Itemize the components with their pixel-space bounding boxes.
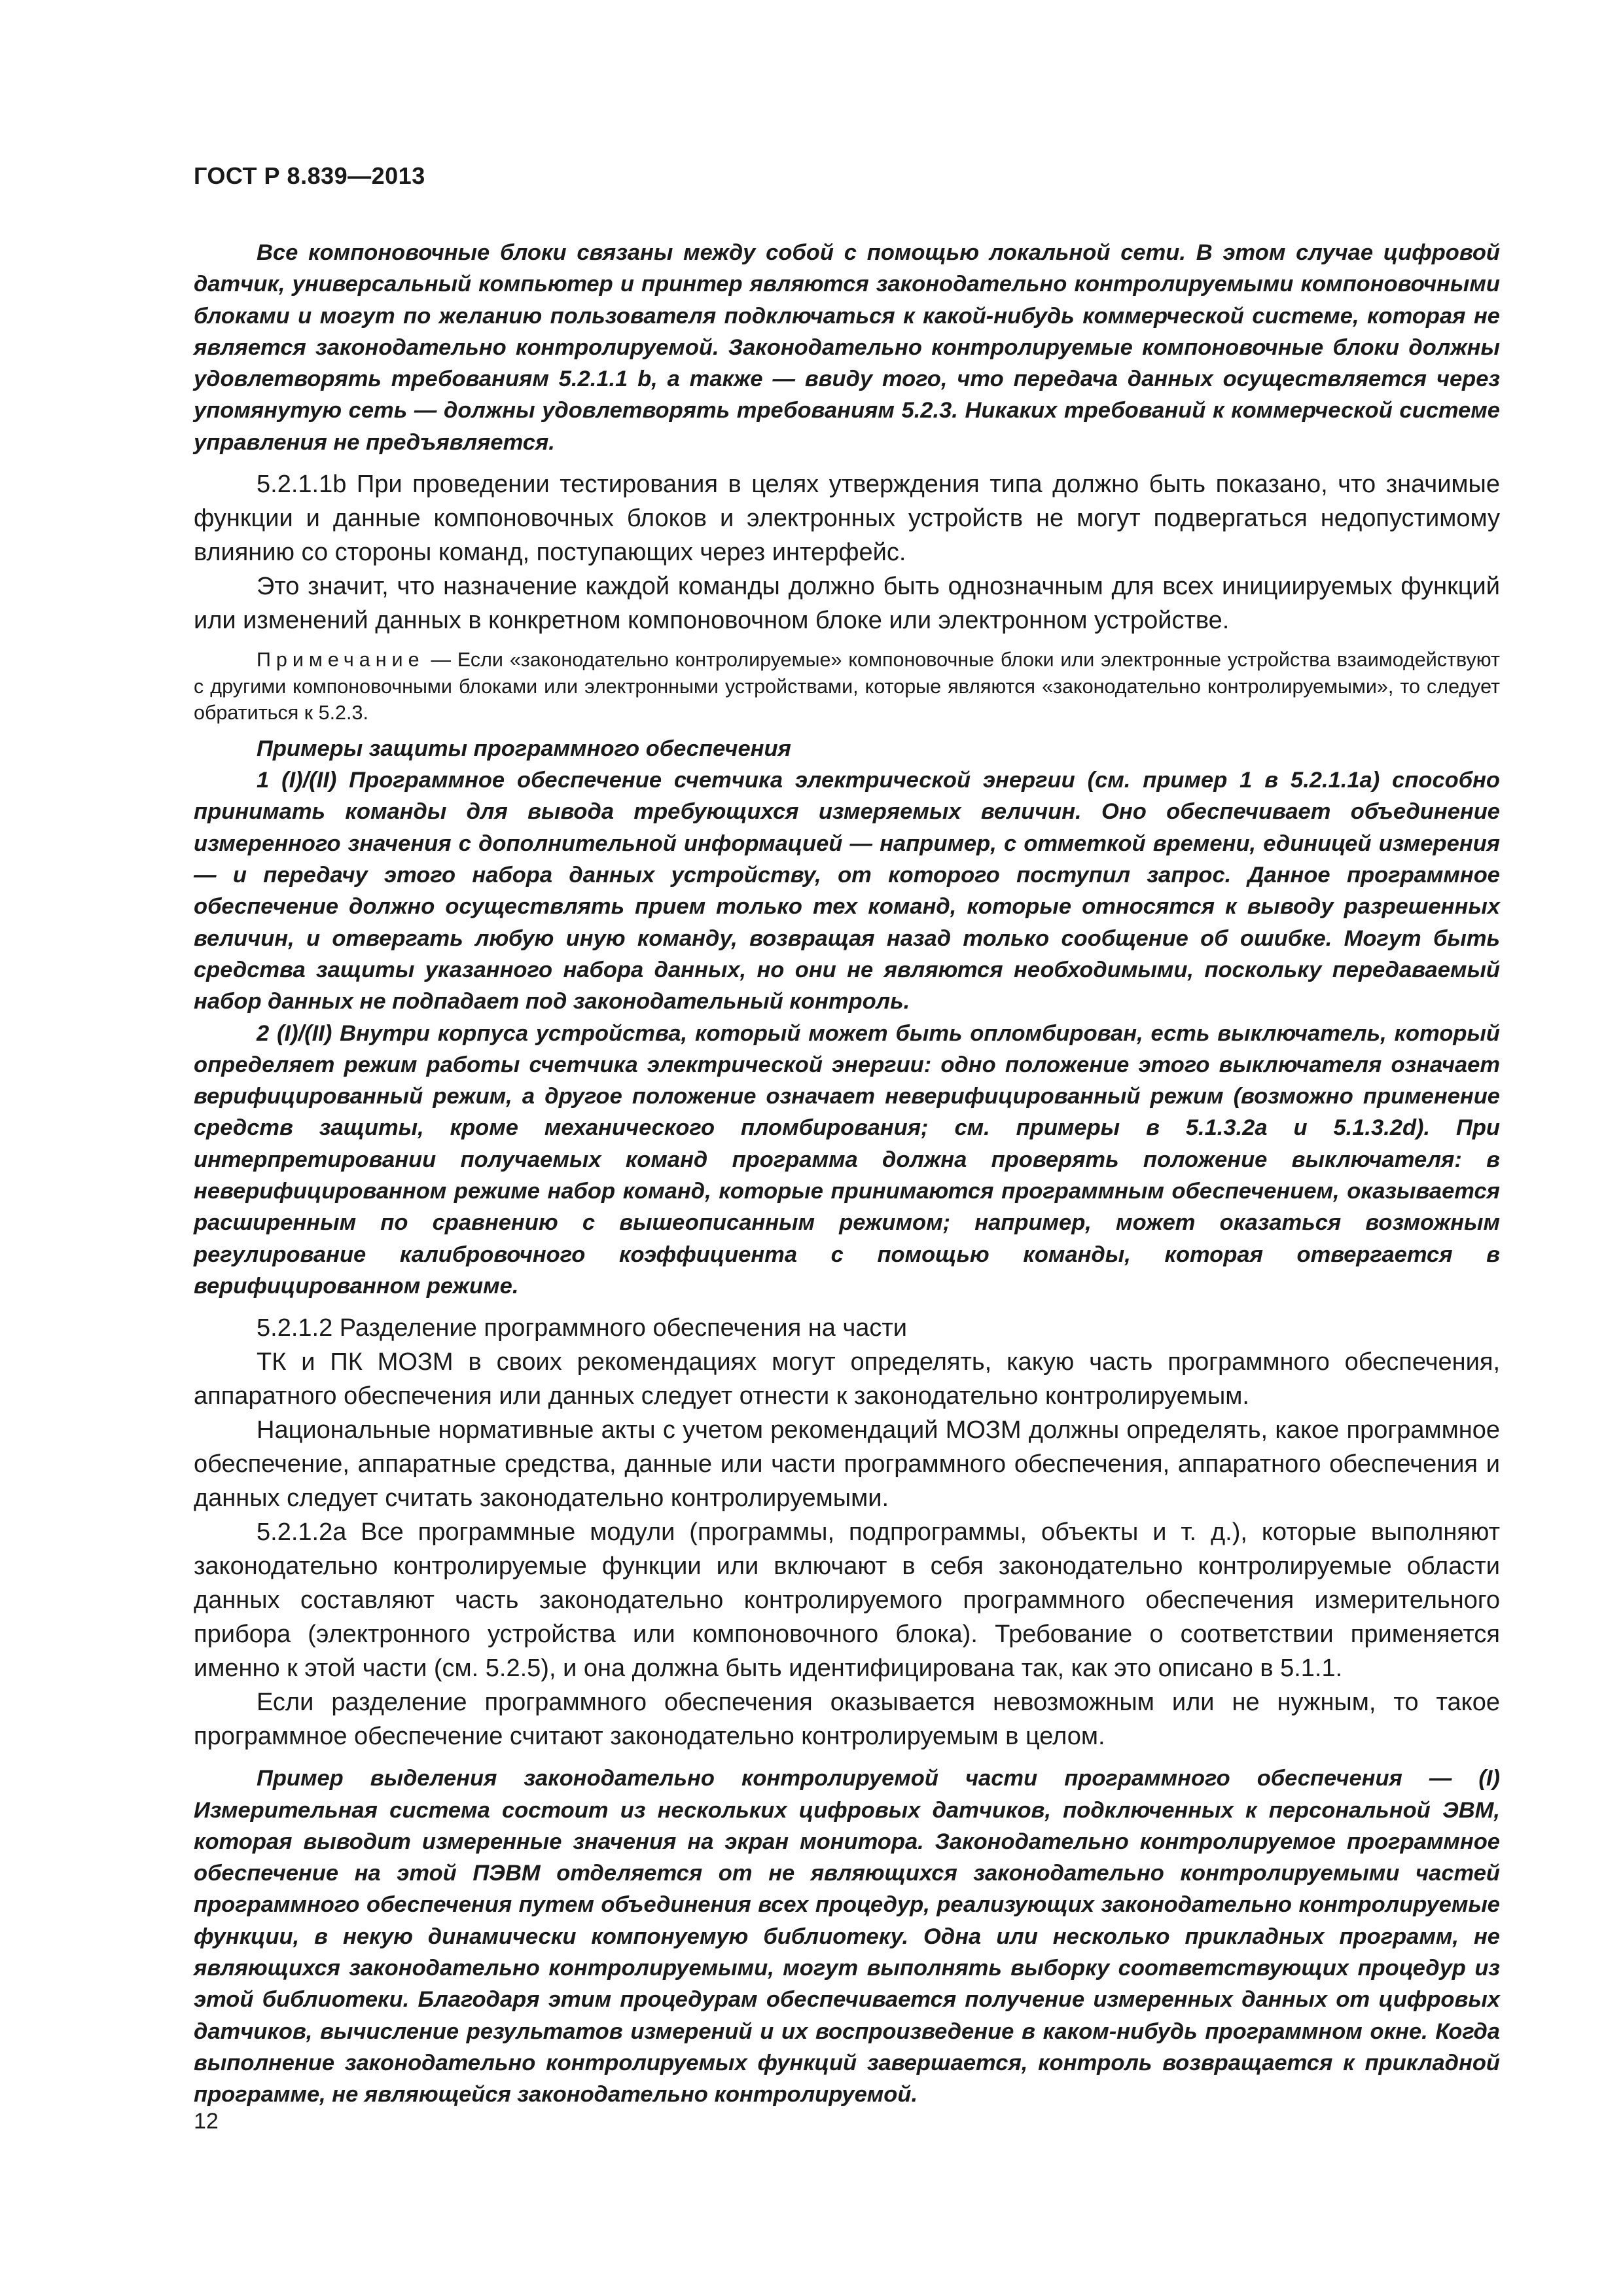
note-text: — Если «законодательно контролируемые» компоновочные блоки или электронные устройства взаимодействуют с другими компоновочными блоками или электронными устройствами, которые являются «законодательно контролируемыми», то следует обратиться к 5.2.3. [194, 649, 1500, 725]
clause-5-2-1-1b: 5.2.1.1b При проведении тестирования в целях утверждения типа должно быть показано, что значимые функции и данные компоновочных блоков и электронных устройств не могут подвергаться недопустимому влиянию со стороны команд, поступающих через интерфейс. [194, 471, 1500, 567]
clause-5-2-1-2: 5.2.1.2 Разделение программного обеспечения на части [257, 1314, 908, 1342]
example-2-paragraph: 2 (I)/(II) Внутри корпуса устройства, который может быть опломбирован, есть выключатель, который определяет режим работы счетчика электрической энергии: одно положение этого выключателя означает верифицированный режим, а другое положение означает неверифицированный режим (возможно применение средств защиты, кроме механического пломбирования; см. примеры в 5.1.3.2а и 5.1.3.2d). При интерпретировании получаемых команд программа должна проверять положение выключателя: в неверифицированном режиме набор команд, которые принимаются программным обеспечением, оказывается расширенным по сравнению с вышеописанным режимом; например, может оказаться возможным регулирование калибровочного коэффициента с помощью команды, которая отвергается в верифицированном режиме. [194, 1020, 1500, 1299]
separation-example-paragraph: Пример выделения законодательно контролируемой части программного обеспечения — (I) Измерительная система состоит из нескольких цифровых датчиков, подключенных к персональной ЭВМ, которая выводит измеренные значения на экран монитора. Законодательно контролируемое программное обеспечение на этой ПЭВМ отделяется от не являющихся законодательно контролируемыми частей программного обеспечения путем объединения всех процедур, реализующих законодательно контролируемые функции, в некую динамически компонуемую библиотеку. Одна или несколько прикладных программ, не являющихся законодательно контролируемыми, могут выполнять выборку соответствующих процедур из этой библиотеки. Благодаря этим процедурам обеспечивается получение измеренных данных от цифровых датчиков, вычисление результатов измерений и их воспроизведение в каком-нибудь программном окне. Когда выполнение законодательно контролируемых функций завершается, контроль возвращается к прикладной программе, не являющейся законодательно контролируемой. [194, 1766, 1500, 2108]
national-acts-paragraph: Национальные нормативные акты с учетом рекомендаций МОЗМ должны определять, какое программное обеспечение, аппаратные средства, данные или части программного обеспечения, аппаратного обеспечения и данных следует считать законодательно контролируемыми. [194, 1416, 1500, 1513]
example-1-paragraph: 1 (I)/(II) Программное обеспечение счетчика электрической энергии (см. пример 1 в 5.2.1.1а) способно принимать команды для вывода требующихся измеряемых величин. Оно обеспечивает объединение измеренного значения с дополнительной информацией — например, с отметкой времени, единицей измерения — и передачу этого набора данных устройству, от которого поступил запрос. Данное программное обеспечение должно осуществлять прием только тех команд, которые относятся к выводу разрешенных величин, и отвергать любую иную команду, возвращая назад только сообщение об ошибке. Могут быть средства защиты указанного набора данных, но они не являются необходимыми, поскольку передаваемый набор данных не подпадает под законодательный контроль. [194, 768, 1500, 1014]
page-content [194, 237, 1500, 2110]
examples-heading: Примеры защиты программного обеспечения [257, 736, 791, 761]
note-paragraph [194, 647, 1500, 726]
tk-paragraph: ТК и ПК МОЗМ в своих рекомендациях могут определять, какую часть программного обеспечения, аппаратного обеспечения или данных следует отнести к законодательно контролируемым. [194, 1348, 1500, 1410]
note-label: Примечание [257, 649, 425, 672]
separation-paragraph: Если разделение программного обеспечения оказывается невозможным или не нужным, то такое программное обеспечение считают законодательно контролируемым в целом. [194, 1689, 1500, 1751]
document-header: ГОСТ Р 8.839—2013 [194, 162, 425, 189]
clause-meaning-paragraph: Это значит, что назначение каждой команды должно быть однозначным для всех инициируемых функций или изменений данных в конкретном компоновочном блоке или электронном устройстве. [194, 573, 1500, 635]
page-number: 12 [194, 2109, 219, 2134]
example-intro-paragraph: Все компоновочные блоки связаны между собой с помощью локальной сети. В этом случае цифровой датчик, универсальный компьютер и принтер являются законодательно контролируемыми компоновочными блоками и могут по желанию пользователя подключаться к какой-нибудь коммерческой системе, которая не является законодательно контролируемой. Законодательно контролируемые компоновочные блоки должны удовлетворять требованиям 5.2.1.1 b, а также — ввиду того, что передача данных осуществляется через упомянутую сеть — должны удовлетворять требованиям 5.2.3. Никаких требований к коммерческой системе управления не предъявляется. [194, 240, 1500, 455]
clause-5-2-1-2a: 5.2.1.2а Все программные модули (программы, подпрограммы, объекты и т. д.), которые выполняют законодательно контролируемые функции или включают в себя законодательно контролируемые области данных составляют часть законодательно контролируемого программного обеспечения измерительного прибора (электронного устройства или компоновочного блока). Требование о соответствии применяется именно к этой части (см. 5.2.5), и она должна быть идентифицирована так, как это описано в 5.1.1. [194, 1518, 1500, 1683]
